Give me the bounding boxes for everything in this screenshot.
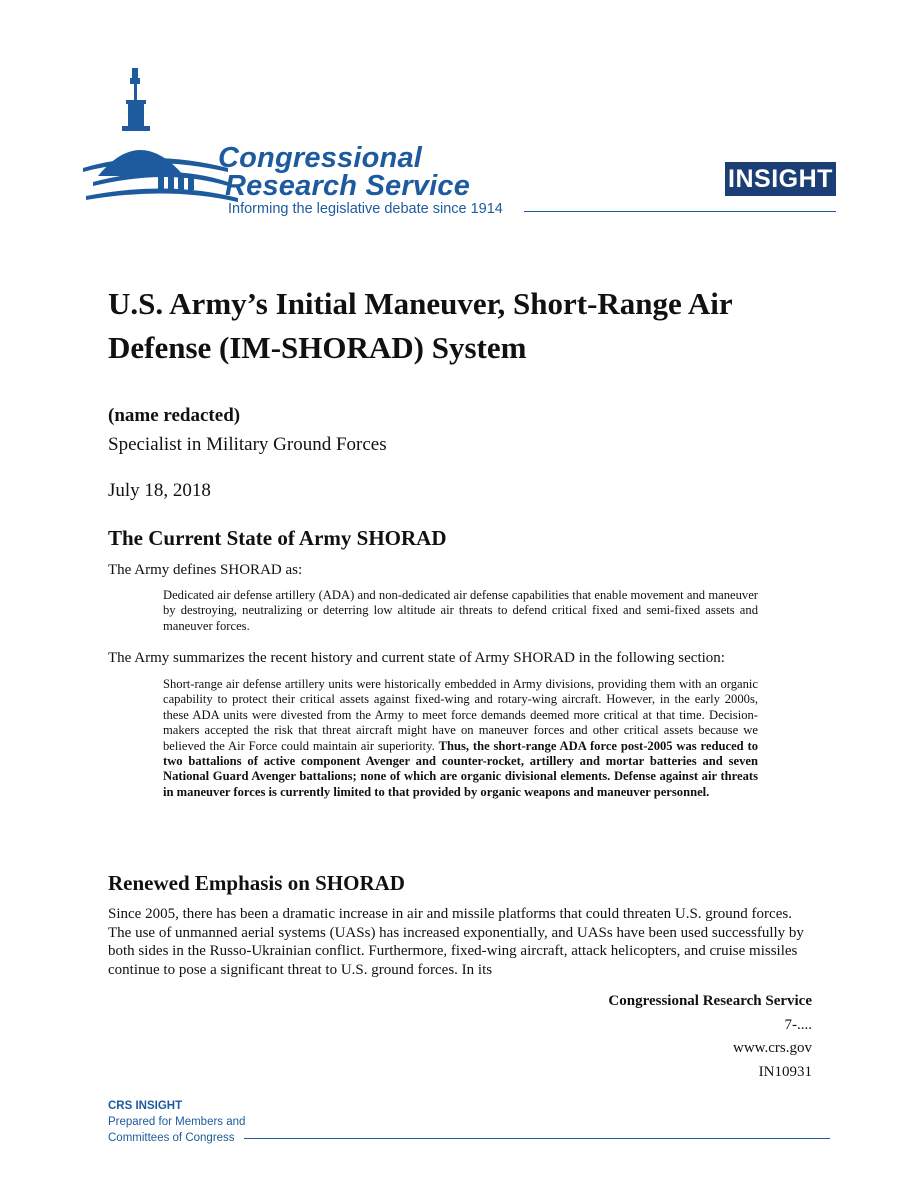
footer-rule [244, 1138, 830, 1139]
section-heading: The Current State of Army SHORAD [108, 526, 447, 550]
footer-number: 7-.... [784, 1016, 812, 1033]
paragraph: The Army defines SHORAD as: [108, 562, 303, 578]
publication-date: July 18, 2018 [108, 480, 211, 501]
paragraph: The Army summarizes the recent history and current state of Army SHORAD in the following section: [108, 650, 725, 666]
author-name: (name redacted) [108, 405, 241, 426]
footer-prepared-1: Prepared for Members and [108, 1116, 246, 1128]
page-footer-info [608, 990, 812, 1084]
footer-prepared-2: Committees of Congress [108, 1132, 235, 1144]
footer-report-id: IN10931 [758, 1063, 812, 1080]
footer-website: www.crs.gov [732, 1040, 812, 1056]
quote-text: Short-range air defense artillery units were historically embedded in Army divisions, providing them with an organic capability to protect their critical assets against fixed-wing and rotary-wing aircraft. However, in the early 2000s, these ADA units were divested from the Army to meet force demands deemed more critical at that time. Decision-makers accepted the risk that threat aircraft might have on maneuver forces and other critical assets because we believed the Air Force could maintain air superiority. [163, 677, 758, 753]
author-position: Specialist in Military Ground Forces [108, 434, 387, 455]
footer-series: CRS INSIGHT [108, 1100, 183, 1112]
footer-org: Congressional Research Service [608, 993, 812, 1009]
block-quote [163, 677, 758, 800]
org-name-line1: Congressional [218, 142, 423, 174]
insight-badge: INSIGHT [725, 162, 836, 196]
paragraph: Since 2005, there has been a dramatic increase in air and missile platforms that could threaten U.S. ground forces. The use of unmanned aerial systems (UASs) has increased exponentially, and UASs have been used successfully by both sides in the Russo-Ukrainian conflict. Furthermore, fixed-wing aircraft, attack helicopters, and cruise missiles continue to pose a significant threat to U.S. ground forces. In its [108, 906, 804, 978]
section-heading: Renewed Emphasis on SHORAD [108, 871, 405, 895]
quote-emphasis: Thus, the short-range ADA force post-2005 was reduced to two battalions of active component Avenger and counter-rocket, artillery and mortar batteries and seven National Guard Avenger battalions; none of which are organic divisional elements. Defense against air threats in maneuver forces is currently limited to that provided by organic weapons and maneuver personnel. [163, 738, 758, 799]
document-title: U.S. Army’s Initial Maneuver, Short-Range Air Defense (IM-SHORAD) System [108, 286, 733, 365]
org-tagline: Informing the legislative debate since 1914 [228, 201, 503, 217]
block-quote: Dedicated air defense artillery (ADA) and non-dedicated air defense capabilities that enable movement and maneuver by destroying, neutralizing or deterring low altitude air threats to defend critical fixed and semi-fixed assets and maneuver forces. [163, 588, 758, 633]
crs-insight-footer [108, 1098, 245, 1146]
tagline-rule [524, 211, 836, 212]
org-name-line2: Research Service [225, 170, 471, 202]
